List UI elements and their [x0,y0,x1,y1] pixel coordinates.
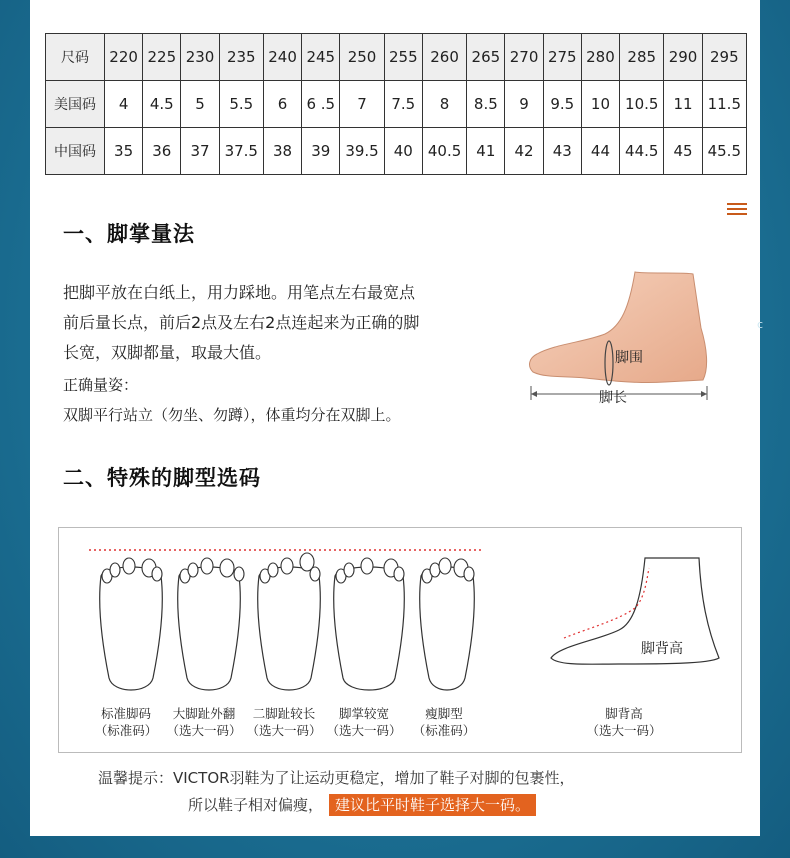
size-cell: 11 [664,81,702,128]
foot-type-name: 脚背高 [605,706,643,721]
foot-outline [334,567,405,690]
size-cell: 6 [263,81,301,128]
foot-type-advice: （选大一码） [166,723,242,738]
instruction-line: 把脚平放在白纸上，用力踩地。用笔点左右最宽点 [63,283,416,302]
toe-outline [464,567,474,581]
foot-types-panel [58,527,742,753]
size-cell: 44.5 [620,128,664,175]
size-row [46,128,747,175]
size-cell: 4 [105,81,143,128]
foot-type-bunion [159,705,249,739]
toe-outline [123,558,135,574]
toe-outline [110,563,120,577]
foot-type-high-instep [579,705,669,739]
size-cell: 280 [581,34,619,81]
tip-line-1: 温馨提示：VICTOR羽鞋为了让运动更稳定，增加了鞋子对脚的包裹性， [98,769,575,787]
foot-type-advice: （标准码） [412,723,476,738]
stray-char: c [757,318,764,331]
size-cell: 285 [620,34,664,81]
size-cell: 7.5 [384,81,422,128]
size-row-header: 美国码 [46,81,105,128]
length-label: 脚长 [599,390,627,406]
size-cell: 40 [384,128,422,175]
toe-outline [394,567,404,581]
section2-title: 二、特殊的脚型选码 [63,466,261,490]
size-cell: 260 [422,34,466,81]
tip-text: 所以鞋子相对偏瘦， [188,796,324,814]
size-cell: 5.5 [219,81,263,128]
size-cell: 275 [543,34,581,81]
foot-outline [258,567,321,690]
foot-type-slim [399,705,489,739]
size-cell: 40.5 [422,128,466,175]
posture-text: 双脚平行站立（勿坐、勿蹲），体重均分在双脚上。 [63,406,401,424]
foot-outline [420,567,475,690]
size-table [45,33,747,175]
foot-type-advice: （标准码） [94,723,158,738]
size-cell: 245 [302,34,340,81]
toe-outline [188,563,198,577]
tip-highlight: 建议比平时鞋子选择大一码。 [329,794,536,816]
size-cell: 290 [664,34,702,81]
foot-type-long-second-toe [239,705,329,739]
tip-line-2 [188,794,536,815]
foot-type-advice: （选大一码） [326,723,402,738]
toe-outline [439,558,451,574]
size-cell: 35 [105,128,143,175]
foot-type-name: 二脚趾较长 [252,706,316,721]
size-cell: 6 .5 [302,81,340,128]
foot-type-standard [81,705,171,739]
size-cell: 10 [581,81,619,128]
size-cell: 43 [543,128,581,175]
size-row [46,34,747,81]
foot-outline [100,567,163,690]
size-cell: 250 [340,34,384,81]
content-panel [30,0,760,836]
size-cell: 37 [181,128,219,175]
foot-type-advice: （选大一码） [246,723,322,738]
size-cell: 255 [384,34,422,81]
foot-type-name: 标准脚码 [100,706,151,721]
size-cell: 5 [181,81,219,128]
size-cell: 41 [467,128,505,175]
size-cell: 265 [467,34,505,81]
posture-title: 正确量姿： [63,376,139,394]
toe-outline [152,567,162,581]
foot-outline [178,567,241,690]
instep-foot-illustration [551,558,719,664]
menu-icon[interactable] [727,203,747,217]
toe-outline [201,558,213,574]
foot-measure-figure [525,268,715,418]
section1-title: 一、脚掌量法 [63,222,195,246]
instruction-line: 长宽，双脚都量，取最大值。 [63,343,272,362]
size-cell: 220 [105,34,143,81]
size-cell: 235 [219,34,263,81]
girth-label: 脚围 [615,350,643,366]
size-cell: 4.5 [143,81,181,128]
size-cell: 39.5 [340,128,384,175]
size-cell: 44 [581,128,619,175]
measure-instructions [63,278,419,430]
instruction-line: 前后量长点，前后2点及左右2点连起来为正确的脚 [63,313,420,332]
size-cell: 230 [181,34,219,81]
size-cell: 38 [263,128,301,175]
size-cell: 8.5 [467,81,505,128]
size-row [46,81,747,128]
foot-type-advice: （选大一码） [586,723,662,738]
toe-outline [344,563,354,577]
foot-type-name: 大脚趾外翻 [172,706,236,721]
foot-type-name: 脚掌较宽 [338,706,389,721]
size-cell: 36 [143,128,181,175]
size-cell: 240 [263,34,301,81]
size-cell: 45.5 [702,128,746,175]
size-cell: 295 [702,34,746,81]
size-cell: 11.5 [702,81,746,128]
size-row-header: 尺码 [46,34,105,81]
size-cell: 9.5 [543,81,581,128]
size-cell: 10.5 [620,81,664,128]
toe-outline [281,558,293,574]
size-cell: 42 [505,128,543,175]
toe-outline [234,567,244,581]
toe-outline [220,559,234,577]
size-cell: 39 [302,128,340,175]
instep-figure-label: 脚背高 [641,641,683,657]
size-cell: 7 [340,81,384,128]
size-row-header: 中国码 [46,128,105,175]
size-cell: 8 [422,81,466,128]
toe-outline [361,558,373,574]
size-cell: 225 [143,34,181,81]
size-cell: 45 [664,128,702,175]
foot-type-name: 瘦脚型 [425,706,463,721]
size-cell: 9 [505,81,543,128]
foot-type-wide [319,705,409,739]
size-cell: 37.5 [219,128,263,175]
size-cell: 270 [505,34,543,81]
toe-outline [268,563,278,577]
toe-outline [310,567,320,581]
